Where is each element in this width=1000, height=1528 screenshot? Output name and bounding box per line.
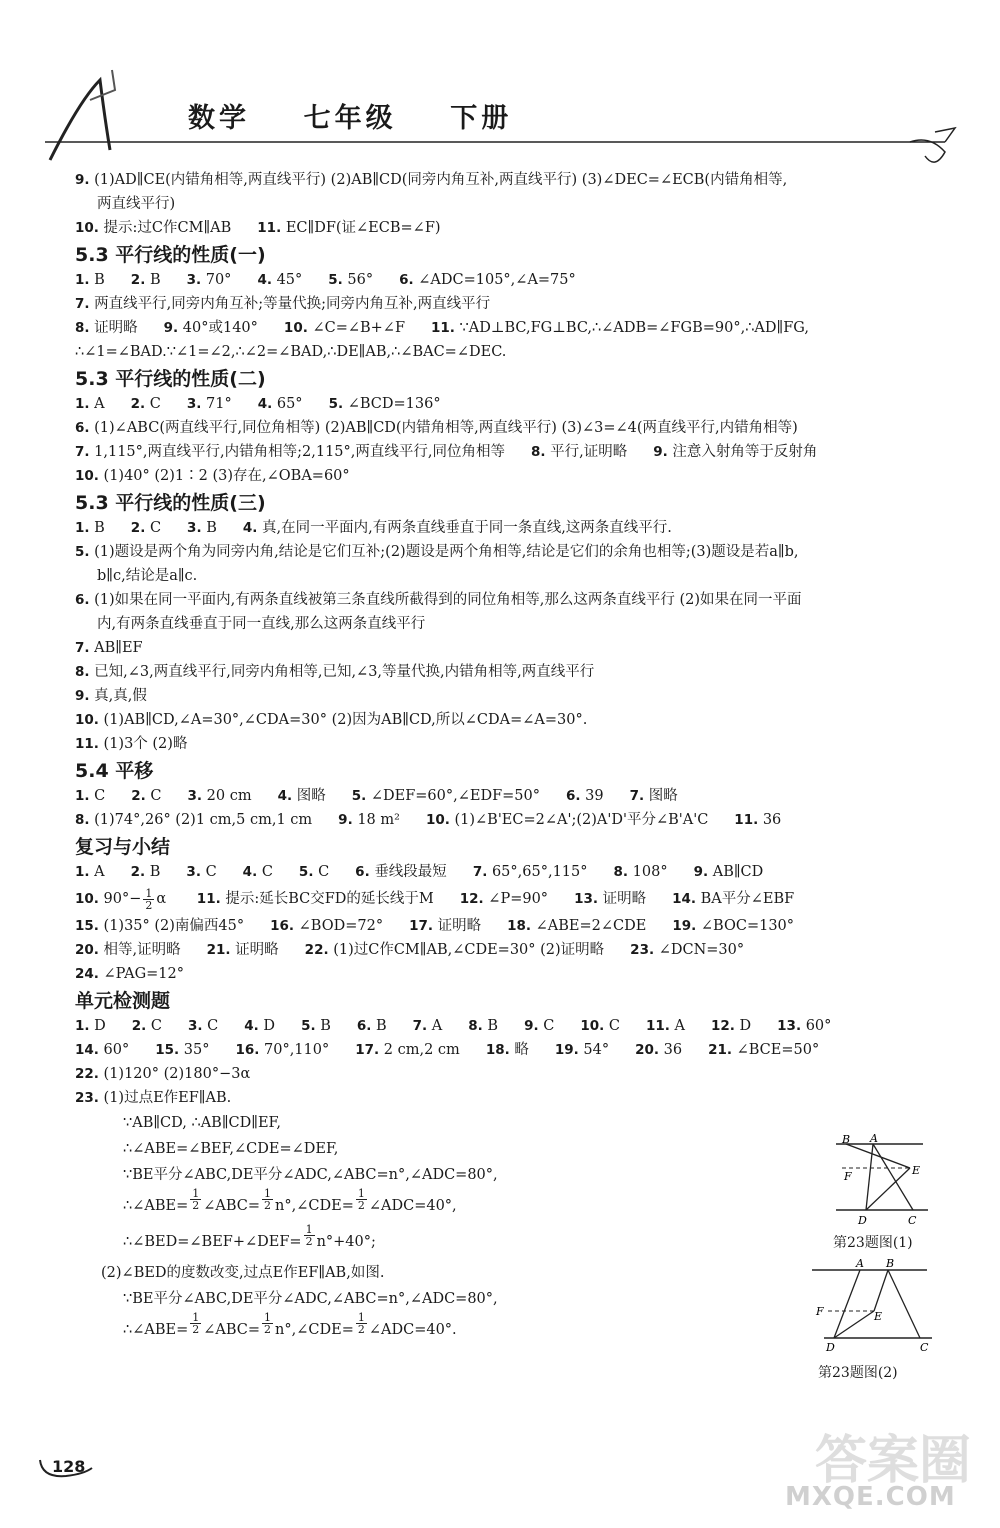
point-label-d: D <box>858 1214 867 1227</box>
answer-text: 108° <box>632 864 668 880</box>
question-number: 22. <box>75 1066 99 1082</box>
answer-line <box>75 416 955 440</box>
question-number: 7. <box>75 444 90 460</box>
question-number: 1. <box>75 272 90 288</box>
answer-line <box>75 192 955 216</box>
question-number: 1. <box>75 788 90 804</box>
question-number: 1. <box>75 1018 90 1034</box>
answer-text: 图略 <box>648 788 678 804</box>
answer-text: (1)3个 (2)略 <box>103 736 188 752</box>
question-number: 5. <box>301 1018 316 1034</box>
answer-line <box>75 784 955 808</box>
fraction: $\frac{1}{2}$ <box>145 886 153 912</box>
book-title: 数学 七年级 下册 <box>188 103 513 134</box>
answer-text: ∠DEF=60°,∠EDF=50° <box>370 788 541 804</box>
question-number: 15. <box>155 1042 180 1058</box>
solution-line: ∴∠ABE= $\frac{1}{2}$ ∠ABC= $\frac{1}{2}$ n°,∠CDE= $\frac{1}{2}$ ∠ADC=40°. <box>75 1312 955 1348</box>
answer-line <box>75 216 955 240</box>
answer-text: 18 m² <box>357 812 400 828</box>
question-number: 6. <box>399 272 414 288</box>
answer-text: 90°− <box>103 891 142 907</box>
answer-line <box>75 268 955 292</box>
answer-text: α <box>156 891 167 907</box>
question-number: 11. <box>431 320 455 336</box>
question-number: 23. <box>630 942 655 958</box>
question-number: 5. <box>328 396 344 412</box>
answer-text: D <box>263 1018 276 1034</box>
answer-text: C <box>205 864 217 880</box>
answer-content <box>75 168 955 1348</box>
answer-text: ∠BOC=130° <box>700 918 795 934</box>
answer-text: 提示:延长BC交FD的延长线于M <box>225 891 434 907</box>
fraction: $\frac{1}{2}$ <box>192 1311 200 1336</box>
question-number: 4. <box>257 272 272 288</box>
answer-text: 39 <box>585 788 604 804</box>
question-number: 2. <box>130 396 146 412</box>
answer-line <box>75 636 955 660</box>
question-number: 9. <box>163 320 179 336</box>
question-number: 19. <box>554 1042 579 1058</box>
answer-text: C <box>207 1018 219 1034</box>
answer-text: D <box>739 1018 752 1034</box>
answer-text: 提示:过C作CM∥AB <box>103 220 232 236</box>
answer-line <box>75 860 955 884</box>
answer-text: (1)过C作CM∥AB,∠CDE=30° (2)证明略 <box>333 942 605 958</box>
answer-text: C <box>149 520 162 536</box>
answer-text: A <box>431 1018 443 1034</box>
answer-text: C <box>149 396 161 412</box>
question-number: 9. <box>75 172 90 188</box>
answer-text: 略 <box>514 1042 529 1058</box>
answer-text: 60° <box>805 1018 832 1034</box>
answer-text: B <box>206 520 217 536</box>
solution-line: (2)∠BED的度数改变,过点E作EF∥AB,如图. <box>101 1265 385 1281</box>
answer-text: 71° <box>206 396 232 412</box>
answer-text: (1)40° (2)1∶2 (3)存在,∠OBA=60° <box>103 468 350 484</box>
question-number: 23. <box>75 1090 99 1106</box>
question-number: 4. <box>244 1018 259 1034</box>
answer-text: 54° <box>583 1042 610 1058</box>
answer-text: 证明略 <box>437 918 482 934</box>
answer-text: C <box>150 1018 163 1034</box>
point-label-a: A <box>856 1258 864 1270</box>
question-number: 5. <box>298 864 314 880</box>
question-number: 13. <box>574 891 598 907</box>
answer-text: ∠ABE=2∠CDE <box>535 918 647 934</box>
question-number: 18. <box>507 918 532 934</box>
answer-text: 60° <box>103 1042 130 1058</box>
question-number: 7. <box>472 864 488 880</box>
answer-text: C <box>150 788 162 804</box>
answer-text: 真,在同一平面内,有两条直线垂直于同一条直线,这两条直线平行. <box>261 520 672 536</box>
answer-text: B <box>487 1018 499 1034</box>
answer-text: A <box>674 1018 685 1034</box>
answer-text: 两直线平行) <box>97 196 176 212</box>
question-number: 9. <box>338 812 353 828</box>
answer-line <box>75 292 955 316</box>
answer-text: 36 <box>762 812 782 828</box>
question-number: 10. <box>283 320 308 336</box>
figure-caption: 第23题图(2) <box>818 1365 898 1381</box>
answer-line <box>75 464 955 488</box>
answer-text: A <box>94 864 105 880</box>
answer-text: 证明略 <box>602 891 647 907</box>
point-label-c: C <box>920 1341 929 1354</box>
point-label-f: F <box>816 1305 824 1318</box>
answer-text: ∠ADC=105°,∠A=75° <box>418 272 576 288</box>
solution-line: ∴∠ABE=∠BEF,∠CDE=∠DEF, <box>123 1141 339 1157</box>
question-number: 17. <box>409 918 434 934</box>
answer-line <box>75 340 955 364</box>
fraction: $\frac{1}{2}$ <box>357 1187 365 1212</box>
question-number: 2. <box>131 1018 147 1034</box>
answer-line <box>75 1014 955 1038</box>
answer-text: B <box>149 864 161 880</box>
answer-text: 相等,证明略 <box>103 942 181 958</box>
question-number: 12. <box>710 1018 735 1034</box>
answer-text: 证明略 <box>94 320 138 336</box>
fraction: $\frac{1}{2}$ <box>357 1311 365 1336</box>
point-label-b: B <box>842 1133 851 1146</box>
question-number: 4. <box>242 520 258 536</box>
question-number: 4. <box>257 396 273 412</box>
answer-line <box>75 914 955 938</box>
question-number: 3. <box>186 864 201 880</box>
answer-line <box>75 1086 955 1110</box>
question-number: 16. <box>235 1042 260 1058</box>
answer-text: 70°,110° <box>264 1042 330 1058</box>
question-number: 5. <box>75 544 90 560</box>
question-number: 9. <box>693 864 709 880</box>
question-number: 6. <box>355 864 370 880</box>
point-label-e: E <box>874 1310 883 1323</box>
answer-text: (1)如果在同一平面内,有两条直线被第三条直线所截得到的同位角相等,那么这两条直线平行 (2)如果在同一平面 <box>94 592 802 608</box>
answer-text: 56° <box>347 272 374 288</box>
answer-text: C <box>318 864 330 880</box>
question-number: 15. <box>75 918 99 934</box>
question-number: 8. <box>75 664 90 680</box>
question-number: 10. <box>580 1018 605 1034</box>
answer-text: ∵AD⊥BC,FG⊥BC,∴∠ADB=∠FGB=90°,∴AD∥FG, <box>459 320 809 336</box>
question-number: 3. <box>188 1018 203 1034</box>
answer-text: 20 cm <box>206 788 252 804</box>
question-number: 8. <box>530 444 546 460</box>
answer-text: ∠PAG=12° <box>103 966 185 982</box>
question-number: 4. <box>242 864 258 880</box>
answer-text: 垂线段最短 <box>374 864 447 880</box>
answer-text: 注意入射角等于反射角 <box>672 444 818 460</box>
question-number: 11. <box>75 736 99 752</box>
answer-text: (1)过点E作EF∥AB. <box>103 1090 232 1106</box>
answer-group <box>171 891 794 907</box>
answer-text: BA平分∠EBF <box>700 891 795 907</box>
answer-line <box>75 316 955 340</box>
answer-text: 内,有两条直线垂直于同一直线,那么这两条直线平行 <box>97 616 426 632</box>
point-label-a: A <box>870 1132 878 1145</box>
question-number: 18. <box>485 1042 510 1058</box>
question-number: 11. <box>257 220 282 236</box>
answer-line <box>75 540 955 564</box>
answer-text: AB∥CD <box>712 864 764 880</box>
question-number: 14. <box>672 891 697 907</box>
answer-text: ∴∠1=∠BAD.∵∠1=∠2,∴∠2=∠BAD,∴DE∥AB,∴∠BAC=∠DEC. <box>75 344 507 360</box>
question-number: 3. <box>186 272 202 288</box>
question-number: 11. <box>645 1018 670 1034</box>
question-number: 5. <box>351 788 367 804</box>
question-number: 6. <box>356 1018 372 1034</box>
question-number: 14. <box>75 1042 99 1058</box>
answer-text: 两直线平行,同旁内角互补;等量代换;同旁内角互补,两直线平行 <box>94 296 491 312</box>
answer-text: B <box>149 272 161 288</box>
answer-line <box>75 708 955 732</box>
answer-text: 65°,65°,115° <box>491 864 588 880</box>
answer-text: EC∥DF(证∠ECB=∠F) <box>285 220 441 236</box>
question-number: 13. <box>777 1018 802 1034</box>
answer-line <box>75 808 955 832</box>
answer-text: (1)74°,26° (2)1 cm,5 cm,1 cm <box>94 812 313 828</box>
answer-text: (1)题设是两个角为同旁内角,结论是它们互补;(2)题设是两个角相等,结论是它们的余角也相等;(3)题设是若a∥b, <box>94 544 799 560</box>
answer-text: 已知,∠3,两直线平行,同旁内角相等,已知,∠3,等量代换,内错角相等,两直线平行 <box>94 664 595 680</box>
figure-23-1 <box>828 1132 938 1232</box>
answer-text: ∠P=90° <box>488 891 549 907</box>
answer-line <box>75 884 955 914</box>
question-number: 10. <box>425 812 450 828</box>
solution-line: ∴∠BED=∠BEF+∠DEF= $\frac{1}{2}$ n°+40°; <box>75 1224 955 1260</box>
question-number: 11. <box>196 891 221 907</box>
section-title: 5.3 平行线的性质(二) <box>75 368 266 390</box>
question-number: 7. <box>75 296 90 312</box>
question-number: 10. <box>75 712 99 728</box>
answer-text: (1)35° (2)南偏西45° <box>103 918 245 934</box>
question-number: 2. <box>131 788 146 804</box>
answer-text: (1)AD∥CE(内错角相等,两直线平行) (2)AB∥CD(同旁内角互补,两直线平行) (3)∠DEC=∠ECB(内错角相等, <box>94 172 788 188</box>
fraction: $\frac{1}{2}$ <box>192 1187 200 1212</box>
fraction: $\frac{1}{2}$ <box>305 1223 313 1248</box>
question-number: 4. <box>277 788 293 804</box>
question-number: 24. <box>75 966 99 982</box>
answer-text: ∠DCN=30° <box>658 942 745 958</box>
answer-line <box>75 938 955 962</box>
question-number: 9. <box>524 1018 539 1034</box>
answer-text: 70° <box>205 272 232 288</box>
answer-text: B <box>94 520 105 536</box>
question-number: 6. <box>75 420 90 436</box>
answer-line <box>75 732 955 756</box>
answer-line <box>75 612 955 636</box>
answer-text: 65° <box>276 396 303 412</box>
answer-text: C <box>608 1018 620 1034</box>
answer-text: 证明略 <box>235 942 279 958</box>
question-number: 9. <box>75 688 90 704</box>
question-number: 7. <box>412 1018 428 1034</box>
solution-line: ∴∠ABE= $\frac{1}{2}$ ∠ABC= $\frac{1}{2}$ n°,∠CDE= $\frac{1}{2}$ ∠ADC=40°, <box>75 1188 955 1224</box>
question-number: 22. <box>304 942 329 958</box>
page-header <box>40 60 960 170</box>
question-number: 11. <box>734 812 759 828</box>
answer-line <box>75 962 955 986</box>
answer-text: B <box>376 1018 387 1034</box>
point-label-c: C <box>908 1214 917 1227</box>
question-number: 6. <box>566 788 581 804</box>
question-number: 12. <box>459 891 484 907</box>
question-number: 3. <box>187 788 203 804</box>
answer-text: 2 cm,2 cm <box>383 1042 460 1058</box>
question-number: 21. <box>206 942 231 958</box>
answer-text: 1,115°,两直线平行,内错角相等;2,115°,两直线平行,同位角相等 <box>94 444 505 460</box>
answer-line <box>75 660 955 684</box>
fraction: $\frac{1}{2}$ <box>264 1311 272 1336</box>
question-number: 1. <box>75 520 90 536</box>
section-title: 5.3 平行线的性质(三) <box>75 492 266 514</box>
question-number: 8. <box>613 864 629 880</box>
question-number: 2. <box>130 864 146 880</box>
answer-text: A <box>94 396 105 412</box>
answer-text: ∠C=∠B+∠F <box>312 320 406 336</box>
answer-text: 真,真,假 <box>94 688 147 704</box>
answer-line <box>75 516 955 540</box>
question-number: 8. <box>468 1018 483 1034</box>
answer-text: B <box>94 272 105 288</box>
question-number: 8. <box>75 320 90 336</box>
question-number: 6. <box>75 592 90 608</box>
answer-text: (1)∠B'EC=2∠A';(2)A'D'平分∠B'A'C <box>454 812 709 828</box>
question-number: 19. <box>672 918 697 934</box>
answer-line <box>75 1038 955 1062</box>
solution-line: ∵BE平分∠ABC,DE平分∠ADC,∠ABC=n°,∠ADC=80°, <box>123 1291 498 1307</box>
page-number: 128 <box>52 1457 86 1476</box>
answer-line <box>75 564 955 588</box>
figure-23-2 <box>812 1258 937 1358</box>
answer-line <box>75 168 955 192</box>
point-label-e: E <box>912 1164 921 1177</box>
answer-text: b∥c,结论是a∥c. <box>97 568 198 584</box>
question-number: 7. <box>75 640 90 656</box>
answer-text: 图略 <box>296 788 326 804</box>
question-number: 10. <box>75 220 99 236</box>
question-number: 3. <box>187 520 202 536</box>
question-number: 16. <box>270 918 295 934</box>
question-number: 20. <box>75 942 99 958</box>
question-number: 1. <box>75 396 90 412</box>
answer-text: D <box>94 1018 106 1034</box>
point-label-d: D <box>826 1341 835 1354</box>
question-number: 7. <box>629 788 645 804</box>
answer-text: 36 <box>663 1042 683 1058</box>
answer-line <box>75 392 955 416</box>
question-number: 5. <box>328 272 343 288</box>
section-title: 5.4 平移 <box>75 760 154 782</box>
question-number: 10. <box>75 891 99 907</box>
answer-text: C <box>261 864 273 880</box>
solution-line: ∵BE平分∠ABC,DE平分∠ADC,∠ABC=n°,∠ADC=80°, <box>123 1167 498 1183</box>
answer-text: C <box>94 788 106 804</box>
answer-text: 平行,证明略 <box>550 444 628 460</box>
answer-line <box>75 588 955 612</box>
answer-text: ∠BCE=50° <box>736 1042 820 1058</box>
answer-text: 40°或140° <box>182 320 258 336</box>
answer-text: C <box>543 1018 555 1034</box>
question-number: 20. <box>635 1042 659 1058</box>
question-number: 1. <box>75 864 90 880</box>
fraction: $\frac{1}{2}$ <box>264 1187 272 1212</box>
answer-line <box>75 440 955 464</box>
answer-text: AB∥EF <box>94 640 143 656</box>
answer-line <box>75 684 955 708</box>
question-number: 2. <box>130 272 146 288</box>
answer-text: ∠BCD=136° <box>347 396 441 412</box>
answer-text: (1)120° (2)180°−3α <box>103 1066 251 1082</box>
question-number: 2. <box>130 520 146 536</box>
point-label-b: B <box>886 1258 895 1270</box>
point-label-f: F <box>844 1170 852 1183</box>
section-title: 复习与小结 <box>75 836 171 858</box>
answer-text: 45° <box>276 272 303 288</box>
question-number: 8. <box>75 812 90 828</box>
answer-text: (1)∠ABC(两直线平行,同位角相等) (2)AB∥CD(内错角相等,两直线平行) (3)∠3=∠4(两直线平行,内错角相等) <box>94 420 798 436</box>
answer-text: B <box>320 1018 331 1034</box>
answer-line <box>75 1062 955 1086</box>
solution-line: ∵AB∥CD, ∴AB∥CD∥EF, <box>123 1115 281 1131</box>
question-number: 21. <box>708 1042 732 1058</box>
question-number: 17. <box>355 1042 380 1058</box>
section-title: 单元检测题 <box>75 990 171 1012</box>
section-title: 5.3 平行线的性质(一) <box>75 244 266 266</box>
answer-text: 35° <box>183 1042 210 1058</box>
watermark-logo: 答案圈 <box>815 1431 972 1491</box>
answer-text: ∠BOD=72° <box>298 918 384 934</box>
question-number: 3. <box>186 396 202 412</box>
figure-caption: 第23题图(1) <box>833 1235 913 1251</box>
question-number: 9. <box>653 444 668 460</box>
watermark-url: MXQE.COM <box>785 1482 956 1512</box>
question-number: 10. <box>75 468 99 484</box>
answer-text: (1)AB∥CD,∠A=30°,∠CDA=30° (2)因为AB∥CD,所以∠CDA=∠A=30°. <box>103 712 588 728</box>
